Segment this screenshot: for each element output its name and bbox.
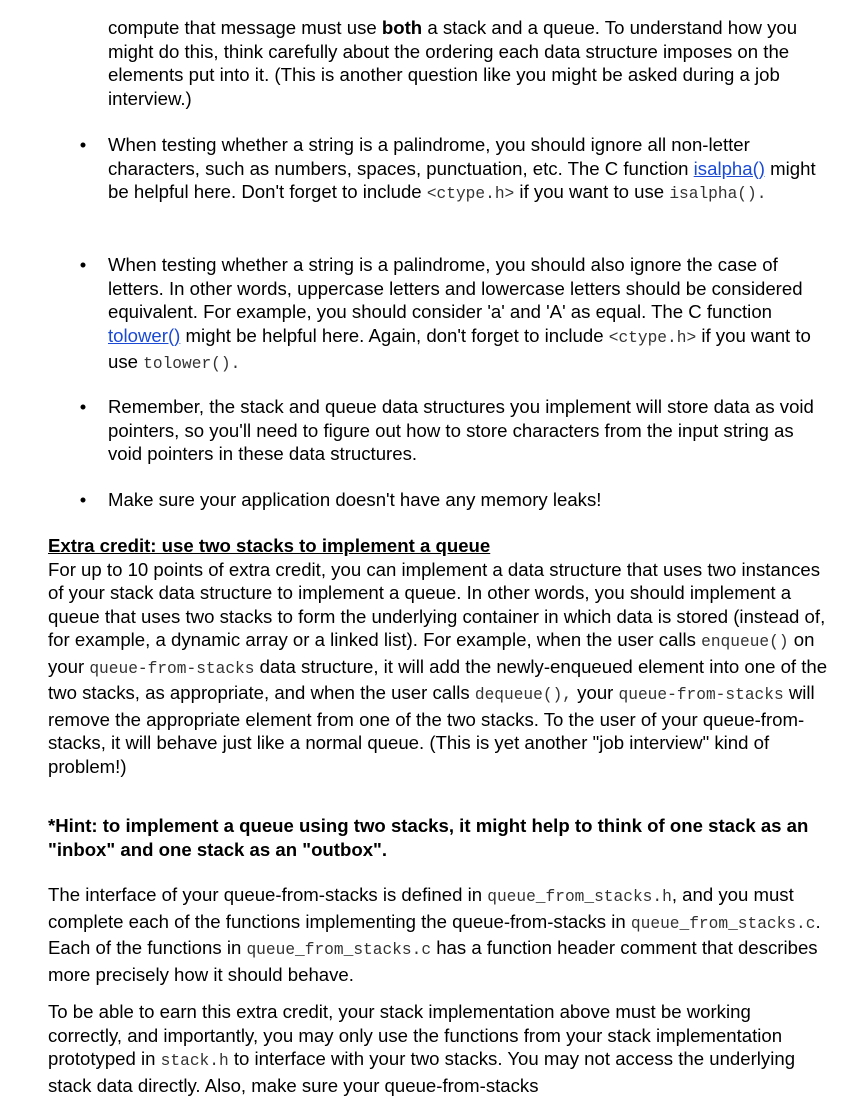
tolower-link[interactable]: tolower() [108, 324, 181, 346]
bullet-dot: • [79, 134, 87, 155]
ctype-h-code: <ctype.h> [426, 185, 515, 203]
extra-credit-section [48, 534, 828, 778]
bullet-4-text: Make sure your application doesn't have any memory leaks! [108, 489, 602, 510]
queue-from-stacks-code: queue-from-stacks [618, 686, 784, 704]
intro-paragraph [108, 16, 828, 110]
ec-p3-text-2: to interface with your two stacks. You may not access the underlying stack data directly. Also, make sure your queue-from-stacks [48, 1048, 796, 1096]
tolower-code: tolower(). [143, 355, 241, 373]
ec-p1-text-2: on your [48, 629, 815, 677]
bullet-dot: • [79, 489, 87, 510]
bullet-1-text-1: When testing whether a string is a palindrome, you should ignore all non-letter characters, such as numbers, spaces, punctuation, etc. The C function [108, 134, 750, 179]
bullet-dot: • [79, 254, 87, 275]
enqueue-code: enqueue() [701, 633, 789, 651]
bullet-1-text-2: might be helpful here. Don't forget to include [108, 157, 816, 202]
queue-from-stacks-c-code-2: queue_from_stacks.c [246, 941, 432, 959]
bullet-2-text-3: if you want to use [108, 324, 811, 372]
intro-bold-both: both [381, 17, 423, 38]
ec-p2-text-4: has a function header comment that describes more precisely how it should behave. [48, 937, 818, 985]
queue-from-stacks-code: queue-from-stacks [89, 659, 255, 678]
ec-p1-text-3: data structure, it will add the newly-enqueued element into one of the two stacks, as appropriate, and when the user calls [48, 655, 828, 703]
ec-p2-text-2: , and you must complete each of the functions implementing the queue-from-stacks in [48, 884, 794, 932]
extra-credit-paragraph-1 [48, 558, 828, 779]
isalpha-link[interactable]: isalpha() [693, 157, 765, 179]
bullet-item-tolower [79, 253, 828, 377]
bullet-2-text-2: might be helpful here. Again, don't forget to include [180, 324, 609, 346]
bullet-3-text: Remember, the stack and queue data structures you implement will store data as void pointers, so you'll need to figure out how to store characters from the input string as void pointers in these data structures. [108, 396, 814, 464]
intro-text-1: compute that message must use [108, 17, 382, 38]
hint-paragraph: *Hint: to implement a queue using two stacks, it might help to think of one stack as an "inbox" and one stack as an "outbox". [48, 815, 809, 860]
requirements-paragraph [48, 1000, 828, 1097]
bullet-item-void-pointers [79, 395, 828, 466]
ctype-h-code: <ctype.h> [608, 328, 697, 347]
stack-h-code: stack.h [160, 1052, 229, 1070]
bullet-item-memory-leaks [79, 488, 828, 512]
queue-from-stacks-h-code: queue_from_stacks.h [487, 888, 672, 906]
intro-text-2: a stack and a queue. To understand how you might do this, think carefully about the ordering each data structure imposes on the elements put into it. (This is another question like you might be asked during a job interview.) [108, 17, 798, 109]
bullet-dot: • [79, 396, 87, 417]
dequeue-code: dequeue(), [474, 686, 573, 704]
ec-p2-text-3: . Each of the functions in [48, 910, 821, 958]
bullet-item-isalpha [79, 133, 828, 207]
ec-p1-text-5: will remove the appropriate element from one of the two stacks. To the user of your queue-from-stacks, it will behave just like a normal queue. (This is yet another "job interview" kind of problem!) [48, 682, 815, 777]
isalpha-code: isalpha(). [669, 185, 767, 203]
queue-from-stacks-c-code: queue_from_stacks.c [630, 914, 816, 933]
interface-paragraph [48, 883, 828, 986]
ec-p3-text-1: To be able to earn this extra credit, your stack implementation above must be working correctly, and importantly, you may only use the functions from your stack implementation prototyped in [48, 1001, 783, 1069]
ec-p1-text-4: your [572, 682, 619, 703]
ec-p2-text-1: The interface of your queue-from-stacks is defined in [48, 884, 488, 905]
ec-p1-text-1: For up to 10 points of extra credit, you can implement a data structure that uses two instances of your stack data structure to implement a queue. In other words, you should implement a queue that uses two stacks to form the underlying container in which data is stored (instead of, for example, a dynamic array or a linked list). For example, when the user calls [48, 558, 826, 650]
bullet-2-text-1: When testing whether a string is a palindrome, you should also ignore the case of letters. In other words, uppercase letters and lowercase letters should be considered equivalent. For example, you should consider 'a' and 'A' as equal. The C function [108, 254, 803, 322]
extra-credit-heading: Extra credit: use two stacks to implement a queue [48, 535, 491, 556]
bullet-1-text-3: if you want to use [514, 181, 670, 202]
